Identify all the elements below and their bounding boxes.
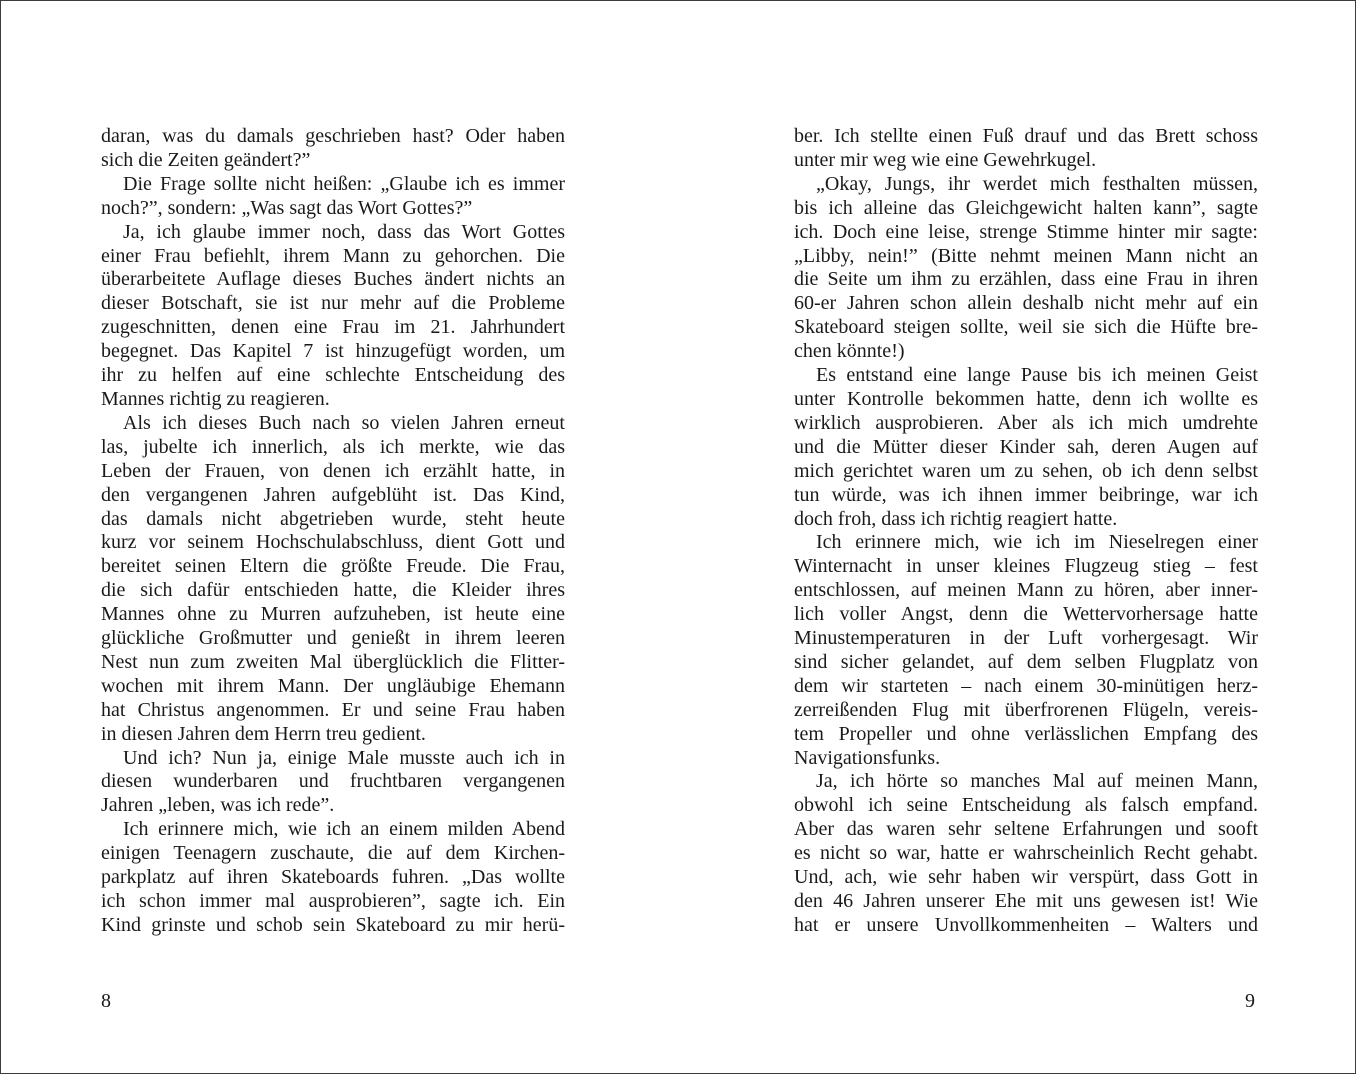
text-line: las, jubelte ich innerlich, als ich merkte, wie das [101,435,565,458]
text-line: Und ich? Nun ja, einige Male musste auch ich in [123,746,565,769]
text-line: Minustemperaturen in der Luft vorhergesagt. Wir [794,627,1258,650]
text-line: parkplatz auf ihren Skateboards fuhren. „Das wollte [101,866,565,889]
text-line: es nicht so war, hatte er wahrscheinlich Recht gehabt. [794,842,1258,865]
text-line: bis ich alleine das Gleichgewicht halten kann”, sagte [794,196,1258,219]
text-line: tem Propeller und ohne verlässlichen Empfang des [794,722,1258,745]
text-line: ich schon immer mal ausprobieren”, sagte ich. Ein [101,890,565,912]
text-line: Ich erinnere mich, wie ich im Nieselregen einer [816,531,1258,554]
text-line: tun würde, was ich ihnen immer beibringe, war ich [794,483,1258,506]
text-line: Ja, ich glaube immer noch, dass das Wort Gottes [123,220,565,243]
text-line: wochen mit ihrem Mann. Der ungläubige Ehemann [101,674,565,697]
text-line: den vergangenen Jahren aufgeblüht ist. Das Kind, [101,483,565,506]
text-line: lich voller Angst, denn die Wettervorhersage hatte [794,603,1258,626]
text-line: „Okay, Jungs, ihr werdet mich festhalten müssen, [816,172,1258,195]
left-page-text [101,125,565,938]
text-line: Jahren „leben, was ich rede”. [101,794,335,817]
text-line: sich die Zeiten geändert?” [101,148,311,171]
text-line: unter mir weg wie eine Gewehrkugel. [794,148,1097,171]
text-line: doch froh, dass ich richtig reagiert hatte. [794,507,1118,530]
text-line: und die Mütter dieser Kinder sah, deren Augen auf [794,435,1258,458]
text-line: glückliche Großmutter und genießt in ihrem leeren [101,627,565,650]
text-line: wirklich ausprobieren. Aber als ich mich umdrehte [794,411,1258,434]
text-line: einigen Teenagern zuschaute, die auf dem Kirchen- [101,842,565,865]
text-line: unter Kontrolle bekommen hatte, denn ich wollte es [794,387,1258,410]
text-line: Winternacht in unser kleines Flugzeug stieg – fest [794,555,1258,578]
text-line: hat Christus angenommen. Er und seine Frau haben [101,698,565,721]
text-line: Kind grinste und schob sein Skateboard zu mir herü- [101,913,565,936]
text-line: die Seite um ihm zu erzählen, dass eine Frau in ihren [794,268,1258,291]
text-line: diesen wunderbaren und fruchtbaren vergangenen [101,770,565,793]
text-line: ich. Doch eine leise, strenge Stimme hinter mir sagte: [794,220,1258,243]
text-line: Navigationsfunks. [794,746,941,769]
text-line: Ja, ich hörte so manches Mal auf meinen Mann, [816,770,1258,793]
text-line: Nest nun zum zweiten Mal überglücklich die Flitter- [101,650,565,673]
text-line: obwohl ich seine Entscheidung als falsch empfand. [794,794,1258,817]
text-line: einer Frau befiehlt, ihrem Mann zu gehorchen. Die [101,244,565,267]
text-line: chen könnte!) [794,340,905,363]
text-line: Als ich dieses Buch nach so vielen Jahren erneut [123,411,565,434]
text-line: zerreißenden Flug mit überfrorenen Flügeln, vereis- [794,698,1258,721]
text-line: hat er unsere Unvollkommenheiten – Walters und [794,913,1258,936]
text-line: dieser Botschaft, sie ist nur mehr auf die Probleme [101,292,565,315]
text-line: entschlossen, auf meinen Mann zu hören, aber inner- [794,579,1258,602]
text-line: sind sicher gelandet, auf dem selben Flugplatz von [794,650,1258,673]
text-line: begegnet. Das Kapitel 7 ist hinzugefügt worden, um [101,340,565,363]
text-line: Und, ach, wie sehr haben wir verspürt, dass Gott in [794,866,1258,889]
text-line: noch?”, sondern: „Was sagt das Wort Gottes?” [101,196,473,219]
text-line: Die Frage sollte nicht heißen: „Glaube ich es immer [123,172,565,195]
right-page-text [794,125,1258,938]
text-line: zugeschnitten, denen eine Frau im 21. Jahrhundert [101,316,565,339]
text-line: Mannes richtig zu reagieren. [101,387,330,410]
text-line: in diesen Jahren dem Herrn treu gedient. [101,722,426,745]
text-line: den 46 Jahren unserer Ehe mit uns gewesen ist! Wie [794,890,1258,912]
left-page-number: 8 [101,990,111,1012]
text-line: Mannes ohne zu Murren aufzuheben, ist heute eine [101,603,565,626]
text-line: Leben der Frauen, von denen ich erzählt hatte, in [101,459,565,482]
text-line: ber. Ich stellte einen Fuß drauf und das Brett schoss [794,125,1258,147]
text-line: Ich erinnere mich, wie ich an einem milden Abend [123,818,565,841]
text-line: kurz vor seinem Hochschulabschluss, dient Gott und [101,531,565,554]
text-line: bereitet seinen Eltern die größte Freude. Die Frau, [101,555,565,578]
text-line: ihr zu helfen auf eine schlechte Entscheidung des [101,364,565,387]
text-line: die sich dafür entschieden hatte, die Kleider ihres [101,579,565,602]
text-line: überarbeitete Auflage dieses Buches ändert nichts an [101,268,565,291]
text-line: mich gerichtet waren um zu sehen, ob ich denn selbst [794,459,1258,482]
text-line: „Libby, nein!” (Bitte nehmt meinen Mann nicht an [794,244,1258,267]
text-line: Aber das waren sehr seltene Erfahrungen und sooft [794,818,1258,841]
text-line: Es entstand eine lange Pause bis ich meinen Geist [816,364,1258,387]
text-line: das damals nicht abgetrieben wurde, steht heute [101,507,565,530]
text-line: Skateboard steigen sollte, weil sie sich die Hüfte bre- [794,316,1258,339]
text-line: daran, was du damals geschrieben hast? Oder haben [101,125,565,147]
text-line: 60-er Jahren schon allein deshalb nicht mehr auf ein [794,292,1258,315]
right-page-number: 9 [1245,990,1255,1012]
text-line: dem wir starteten – nach einem 30-minütigen herz- [794,674,1258,697]
